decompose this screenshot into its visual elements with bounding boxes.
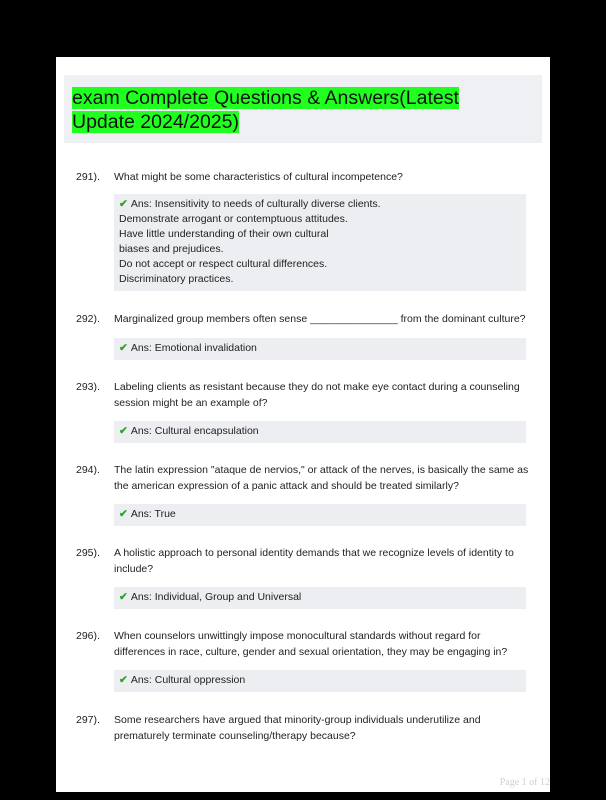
check-icon: ✔	[119, 198, 128, 210]
question-number: 297).	[76, 714, 100, 726]
answer-text: Ans: Cultural encapsulation	[130, 425, 259, 437]
answer-text: Ans: Individual, Group and Universal	[130, 591, 302, 603]
document-page	[56, 57, 550, 792]
check-icon: ✔	[119, 425, 128, 437]
question-number: 296).	[76, 630, 100, 642]
answer-box	[114, 587, 526, 609]
answer-text: Ans: True	[130, 508, 176, 520]
question-text: What might be some characteristics of cultural incompetence?	[114, 171, 403, 183]
answer-text: Ans: Emotional invalidation	[130, 342, 257, 354]
check-icon: ✔	[119, 342, 128, 354]
answer-box	[114, 421, 526, 443]
check-icon: ✔	[119, 508, 128, 520]
question-number: 294).	[76, 464, 100, 476]
answer-text: Do not accept or respect cultural differences.	[119, 258, 328, 270]
question-text: Labeling clients as resistant because they do not make eye contact during a counseling session might be an example of?	[114, 381, 520, 409]
answer-text: Discriminatory practices.	[119, 273, 234, 285]
question-number: 295).	[76, 547, 100, 559]
answer-text: Have little understanding of their own cultural	[119, 228, 329, 240]
answer-text: Demonstrate arrogant or contemptuous attitudes.	[119, 213, 348, 225]
question-number: 293).	[76, 381, 100, 393]
document-header	[64, 75, 542, 143]
check-icon: ✔	[119, 591, 128, 603]
question-number: 291).	[76, 171, 100, 183]
check-icon: ✔	[119, 674, 128, 686]
page-footer	[56, 774, 550, 792]
answer-box	[114, 670, 526, 692]
question-number: 292).	[76, 313, 100, 325]
answer-text: biases and prejudices.	[119, 243, 224, 255]
answer-box	[114, 194, 526, 291]
answer-box	[114, 338, 526, 360]
document-title: exam Complete Questions & Answers(Latest Update 2024/2025)	[72, 87, 459, 133]
question-text: A holistic approach to personal identity demands that we recognize levels of identity to include?	[114, 547, 514, 575]
answer-box	[114, 504, 526, 526]
question-text: When counselors unwittingly impose monocultural standards without regard for differences in race, culture, gender and sexual orientation, they may be engaging in?	[114, 630, 508, 658]
question-text: Marginalized group members often sense _______________ from the dominant culture?	[114, 313, 526, 325]
page-number: Page 1 of 12	[499, 777, 550, 788]
answer-text: Ans: Cultural oppression	[130, 674, 246, 686]
question-text: The latin expression "ataque de nervios," or attack of the nerves, is basically the same as the american expression of a panic attack and should be treated similarly?	[114, 464, 529, 492]
question-text: Some researchers have argued that minority-group individuals underutilize and prematurely terminate counseling/therapy because?	[114, 714, 481, 742]
answer-text: Ans: Insensitivity to needs of culturally diverse clients.	[130, 198, 381, 210]
